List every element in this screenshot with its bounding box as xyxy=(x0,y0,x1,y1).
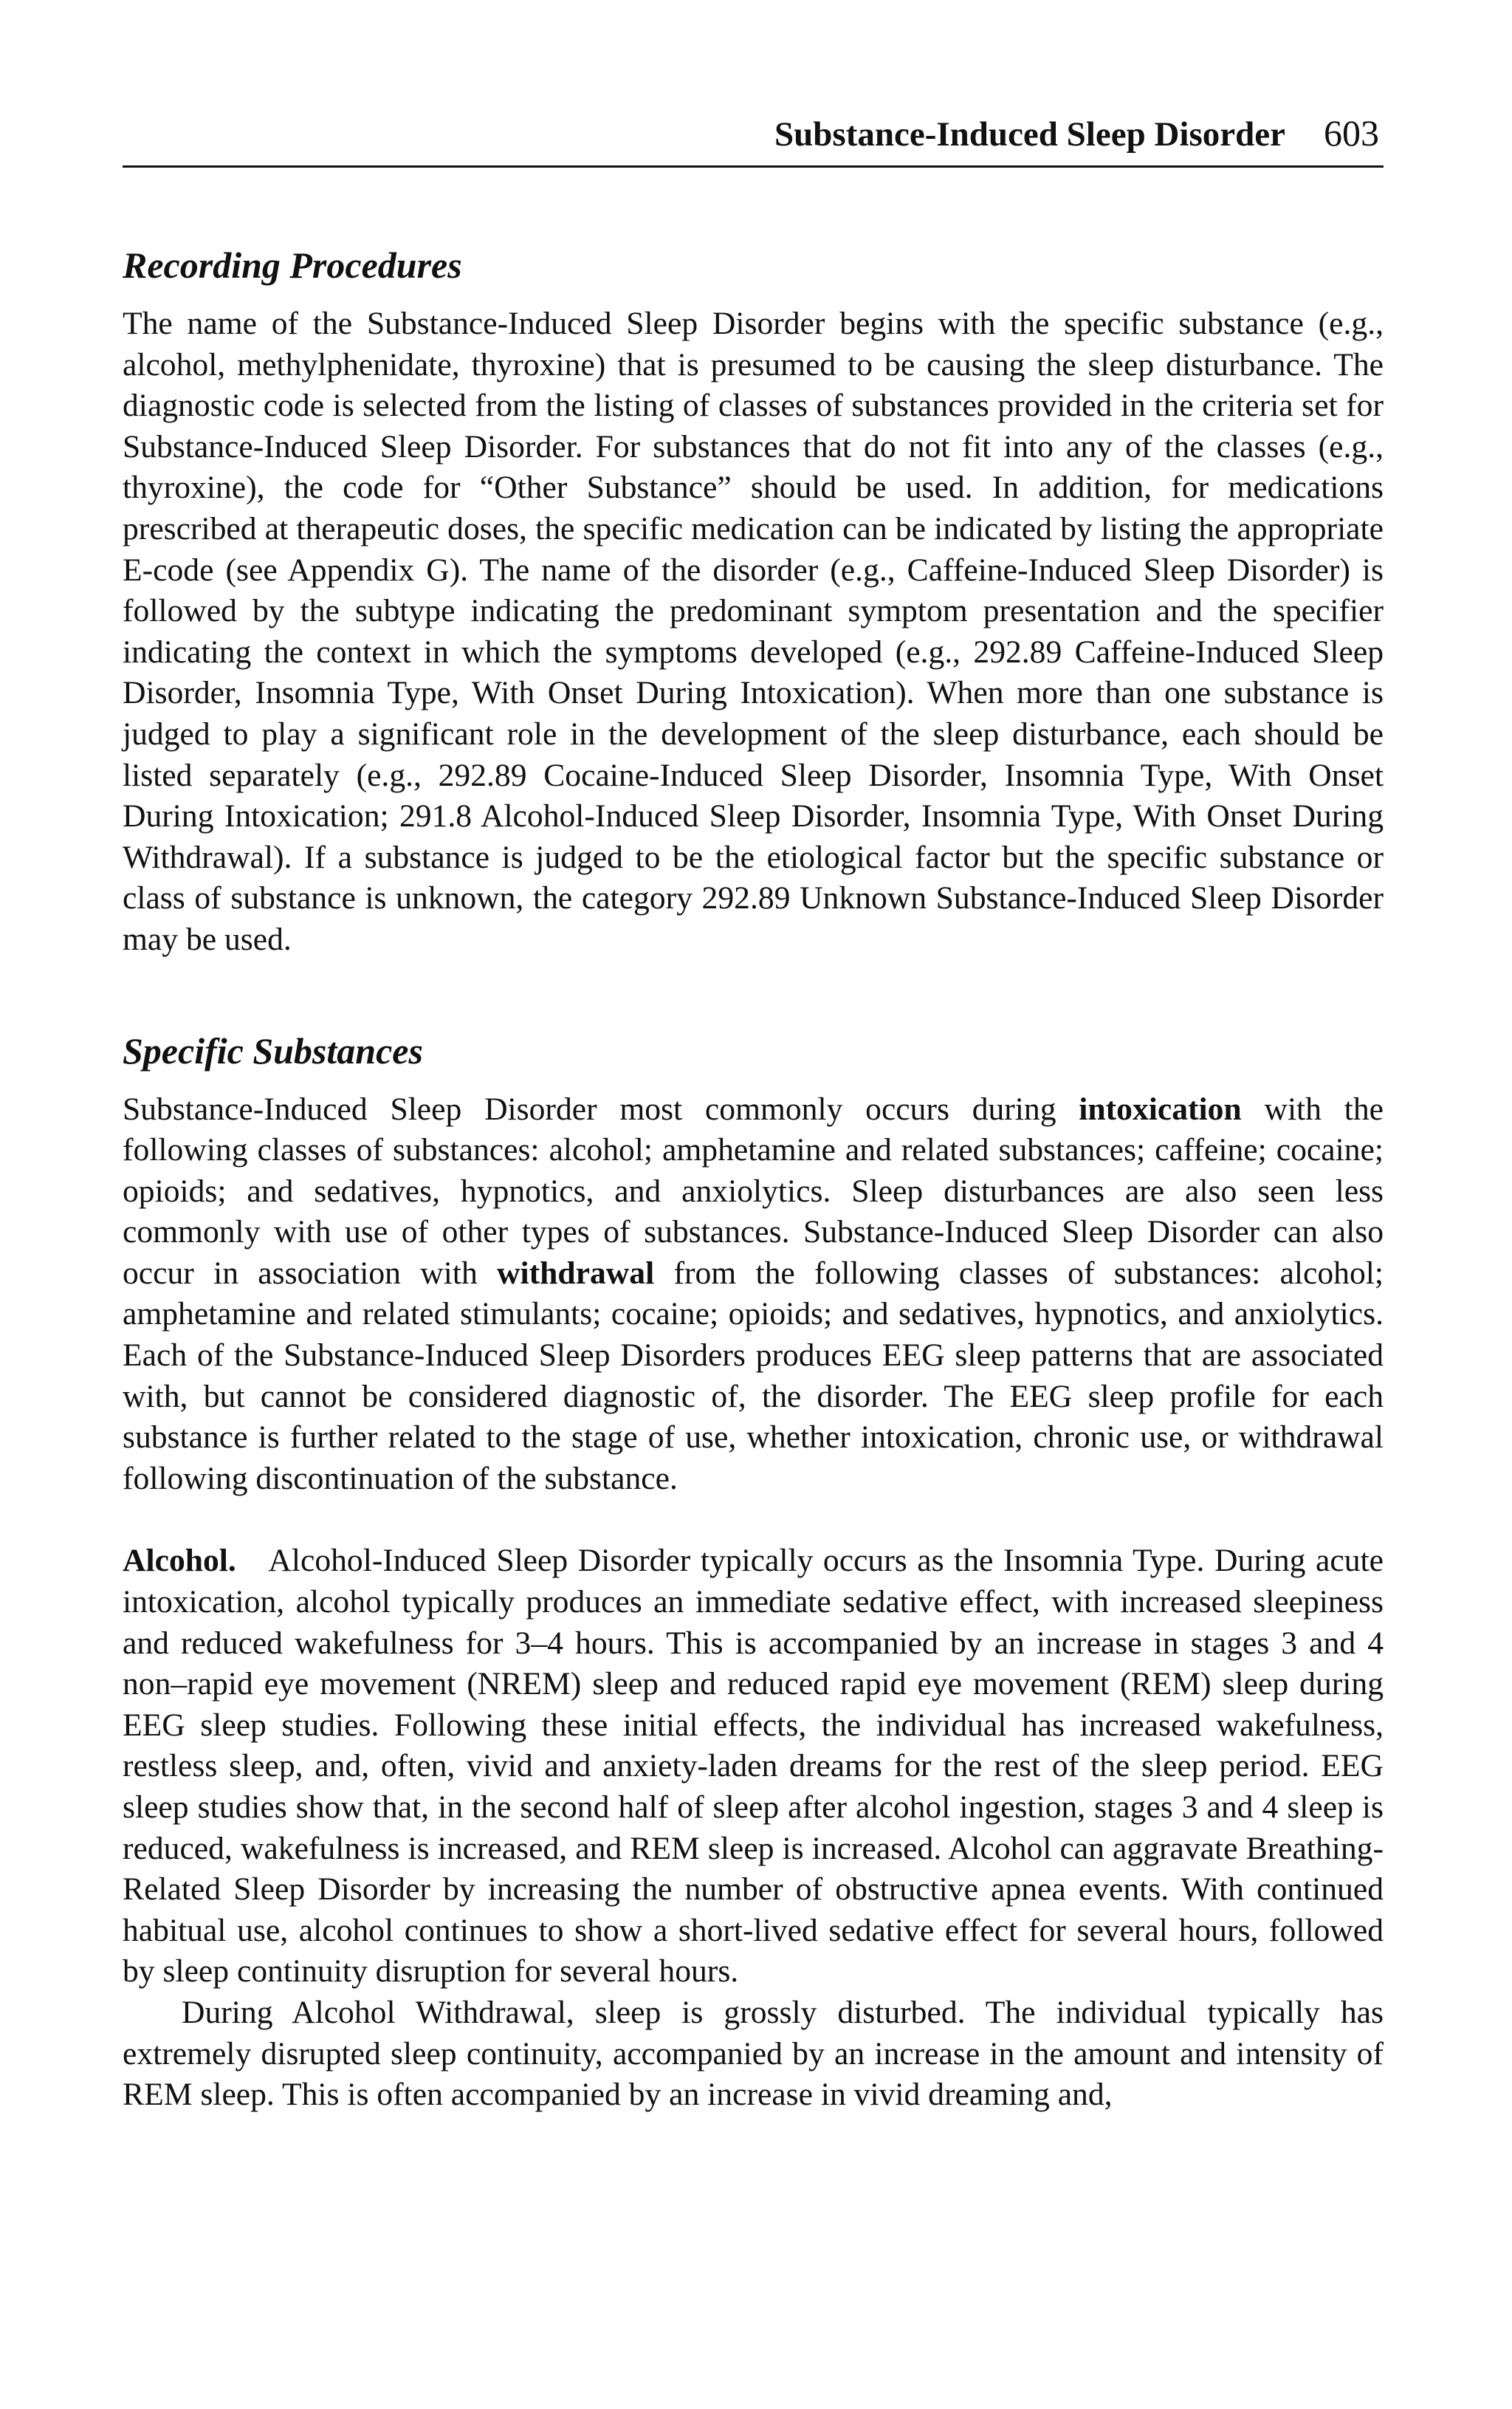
section-heading-specific-substances: Specific Substances xyxy=(123,1029,423,1072)
book-page xyxy=(123,111,1384,2116)
running-title: Substance-Induced Sleep Disorder xyxy=(774,115,1285,154)
alcohol-text: Alcohol-Induced Sleep Disorder typically occurs as the Insomnia Type. During acute intoxication, alcohol typically produces an immediate sedative effect, with increased sleepiness and reduced wakefulness for 3–4 hours. This is accompanied by an increase in stages 3 and 4 non–rapid eye movement (NREM) sleep and reduced rapid eye movement (REM) sleep during EEG sleep studies. Following these initial effects, the individual has increased wakefulness, restless sleep, and, often, vivid and anxiety-laden dreams for the rest of the sleep period. EEG sleep studies show that, in the second half of sleep after alcohol ingestion, stages 3 and 4 sleep is reduced, wakefulness is increased, and REM sleep is increased. Alcohol can aggravate Breathing-Related Sleep Disorder by increasing the number of obstructive apnea events. With continued habitual use, alcohol continues to show a short-lived sedative effect for several hours, followed by sleep continuity disruption for several hours. xyxy=(123,1543,1384,1990)
specific-substances-paragraph xyxy=(123,1089,1384,1500)
alcohol-withdrawal-paragraph: During Alcohol Withdrawal, sleep is grossly disturbed. The individual typically has extremely disrupted sleep continuity, accompanied by an increase in the amount and intensity of REM sleep. This is often accompanied by an increase in vivid dreaming and, xyxy=(123,1994,1384,2113)
term-intoxication: intoxication xyxy=(1079,1091,1242,1127)
intro-text-1: Substance-Induced Sleep Disorder most commonly occurs during xyxy=(123,1091,1079,1127)
alcohol-run-in-heading: Alcohol. xyxy=(123,1543,236,1579)
page-number: 603 xyxy=(1324,112,1379,154)
alcohol-paragraph xyxy=(123,1541,1384,1992)
intro-text-2: with the following classes of substances: alcohol; amphetamine and related substances; caffeine; cocaine; opioids; and sedatives, hypnotics, and anxiolytics. Sleep disturbances are also seen less commonly with use of other types of substances. Substance-Induced Sleep Disorder can also occur in association with xyxy=(123,1091,1384,1291)
running-head xyxy=(123,111,1384,168)
section-heading-recording-procedures: Recording Procedures xyxy=(123,244,462,286)
intro-text-3: from the following classes of substances: alcohol; amphetamine and related stimulants; cocaine; opioids; and sedatives, hypnotics, and anxiolytics. Each of the Substance-Induced Sleep Disorders produces EEG sleep patterns that are associated with, but cannot be considered diagnostic of, the disorder. The EEG sleep profile for each substance is further related to the stage of use, whether intoxication, chronic use, or withdrawal following discontinuation of the substance. xyxy=(123,1255,1384,1496)
recording-procedures-paragraph: The name of the Substance-Induced Sleep Disorder begins with the specific substance (e.g., alcohol, methylphenidate, thyroxine) that is presumed to be causing the sleep disturbance. The diagnostic code is selected from the listing of classes of substances provided in the criteria set for Substance-Induced Sleep Disorder. For substances that do not fit into any of the classes (e.g., thyroxine), the code for “Other Substance” should be used. In addition, for medications prescribed at therapeutic doses, the specific medication can be indicated by listing the appropriate E-code (see Appendix G). The name of the disorder (e.g., Caffeine-Induced Sleep Disorder) is followed by the subtype indicating the predominant symptom presentation and the specifier indicating the context in which the symptoms developed (e.g., 292.89 Caffeine-Induced Sleep Disorder, Insomnia Type, With Onset During Intoxication). When more than one substance is judged to play a significant role in the development of the sleep disturbance, each should be listed separately (e.g., 292.89 Cocaine-Induced Sleep Disorder, Insomnia Type, With Onset During Intoxication; 291.8 Alcohol-Induced Sleep Disorder, Insomnia Type, With Onset During Withdrawal). If a substance is judged to be the etiological factor but the specific substance or class of substance is unknown, the category 292.89 Unknown Substance-Induced Sleep Disorder may be used. xyxy=(123,306,1384,957)
term-withdrawal: withdrawal xyxy=(497,1255,655,1291)
